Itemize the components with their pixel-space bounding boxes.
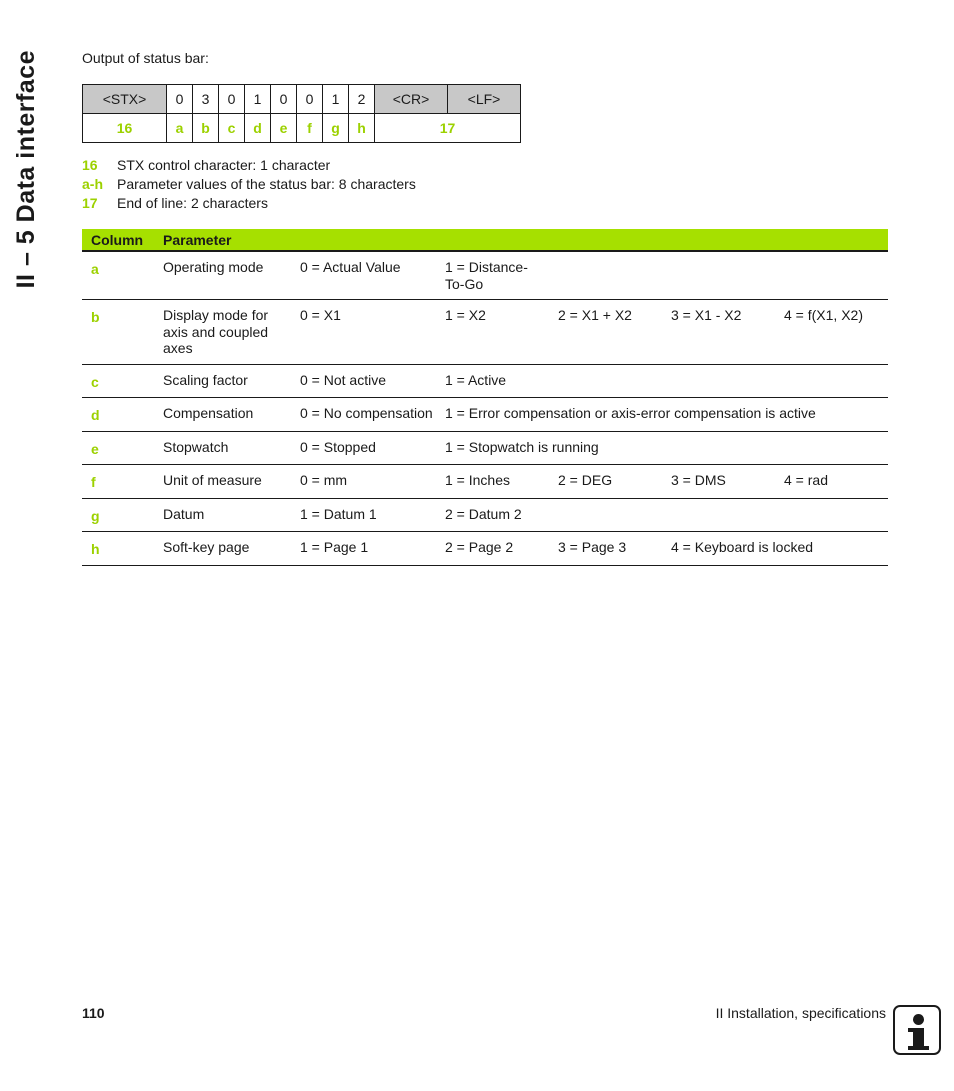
table-header-row (82, 229, 888, 251)
row-value: 3 = X1 - X2 (671, 300, 784, 365)
row-parameter-name: Compensation (163, 398, 300, 432)
status-key-cell: d (245, 114, 271, 143)
table-row (82, 251, 888, 300)
side-chapter-title-text: II – 5 Data interface (12, 50, 40, 289)
row-value: 1 = Datum 1 (300, 498, 445, 532)
row-value: 2 = DEG (558, 465, 671, 499)
row-parameter-name: Soft-key page (163, 532, 300, 566)
row-value: 1 = Page 1 (300, 532, 445, 566)
row-column-key: b (82, 300, 163, 365)
legend (82, 157, 416, 214)
row-value (784, 251, 888, 300)
status-key-cell: e (271, 114, 297, 143)
legend-key: a-h (82, 176, 103, 192)
status-cell: 2 (349, 85, 375, 114)
legend-key: 17 (82, 195, 98, 211)
row-value (671, 364, 784, 398)
row-column-key: a (82, 251, 163, 300)
legend-text: End of line: 2 characters (117, 195, 268, 211)
row-parameter-name: Operating mode (163, 251, 300, 300)
row-value (784, 498, 888, 532)
info-icon-base (908, 1046, 929, 1050)
info-icon-dot (913, 1014, 924, 1025)
row-value: 3 = DMS (671, 465, 784, 499)
row-value: 0 = X1 (300, 300, 445, 365)
row-value: 4 = rad (784, 465, 888, 499)
status-cell: 0 (167, 85, 193, 114)
row-value: 2 = Datum 2 (445, 498, 558, 532)
row-value: 1 = Inches (445, 465, 558, 499)
table-row (82, 431, 888, 465)
table-row (82, 465, 888, 499)
row-value (558, 251, 671, 300)
status-key-cell: h (349, 114, 375, 143)
status-cell: 1 (323, 85, 349, 114)
status-key-cell: f (297, 114, 323, 143)
legend-text: Parameter values of the status bar: 8 characters (117, 176, 416, 192)
status-cell: 0 (271, 85, 297, 114)
row-column-key: c (82, 364, 163, 398)
row-value: 0 = Actual Value (300, 251, 445, 300)
row-value: 1 = Active (445, 364, 558, 398)
info-icon (893, 1005, 941, 1055)
row-value: 4 = f(X1, X2) (784, 300, 888, 365)
status-key-cell: c (219, 114, 245, 143)
row-value: 1 = X2 (445, 300, 558, 365)
row-value: 1 = Error compensation or axis-error compensation is active (445, 398, 888, 432)
status-cell: 3 (193, 85, 219, 114)
row-value: 4 = Keyboard is locked (671, 532, 888, 566)
legend-item (82, 157, 416, 176)
table-row (82, 498, 888, 532)
intro-text: Output of status bar: (82, 50, 209, 66)
row-value (558, 364, 671, 398)
header-column: Column (82, 229, 163, 251)
status-key-cell: b (193, 114, 219, 143)
row-value (558, 498, 671, 532)
row-value: 2 = X1 + X2 (558, 300, 671, 365)
row-value: 0 = Not active (300, 364, 445, 398)
row-value: 1 = Distance-To-Go (445, 251, 558, 300)
status-cell: 0 (219, 85, 245, 114)
legend-item (82, 176, 416, 195)
legend-item (82, 195, 416, 214)
status-key-cell: 16 (83, 114, 167, 143)
status-cell: <LF> (448, 85, 521, 114)
table-row (82, 532, 888, 566)
row-column-key: h (82, 532, 163, 566)
page-number: 110 (82, 1005, 105, 1021)
row-column-key: f (82, 465, 163, 499)
row-value: 0 = mm (300, 465, 445, 499)
row-value (671, 251, 784, 300)
row-value (671, 498, 784, 532)
status-key-cell: g (323, 114, 349, 143)
status-key-cell: 17 (375, 114, 521, 143)
footer-section-title: II Installation, specifications (715, 1005, 886, 1021)
row-value (784, 364, 888, 398)
parameter-table (82, 229, 888, 566)
row-parameter-name: Datum (163, 498, 300, 532)
table-row (82, 300, 888, 365)
status-key-cell: a (167, 114, 193, 143)
table-row (82, 398, 888, 432)
row-column-key: g (82, 498, 163, 532)
row-value: 3 = Page 3 (558, 532, 671, 566)
row-value: 2 = Page 2 (445, 532, 558, 566)
legend-key: 16 (82, 157, 98, 173)
row-column-key: d (82, 398, 163, 432)
row-parameter-name: Display mode for axis and coupled axes (163, 300, 300, 365)
status-bar-table (82, 84, 521, 143)
status-bar-row-values (83, 85, 521, 114)
row-parameter-name: Unit of measure (163, 465, 300, 499)
header-parameter: Parameter (163, 229, 888, 251)
status-bar-row-keys (83, 114, 521, 143)
status-cell: 1 (245, 85, 271, 114)
row-value: 0 = No compensation (300, 398, 445, 432)
row-parameter-name: Scaling factor (163, 364, 300, 398)
side-chapter-title (12, 50, 52, 290)
status-cell: 0 (297, 85, 323, 114)
row-value: 0 = Stopped (300, 431, 445, 465)
status-cell: <CR> (375, 85, 448, 114)
status-cell: <STX> (83, 85, 167, 114)
legend-text: STX control character: 1 character (117, 157, 331, 173)
row-column-key: e (82, 431, 163, 465)
row-value: 1 = Stopwatch is running (445, 431, 888, 465)
table-row (82, 364, 888, 398)
row-parameter-name: Stopwatch (163, 431, 300, 465)
